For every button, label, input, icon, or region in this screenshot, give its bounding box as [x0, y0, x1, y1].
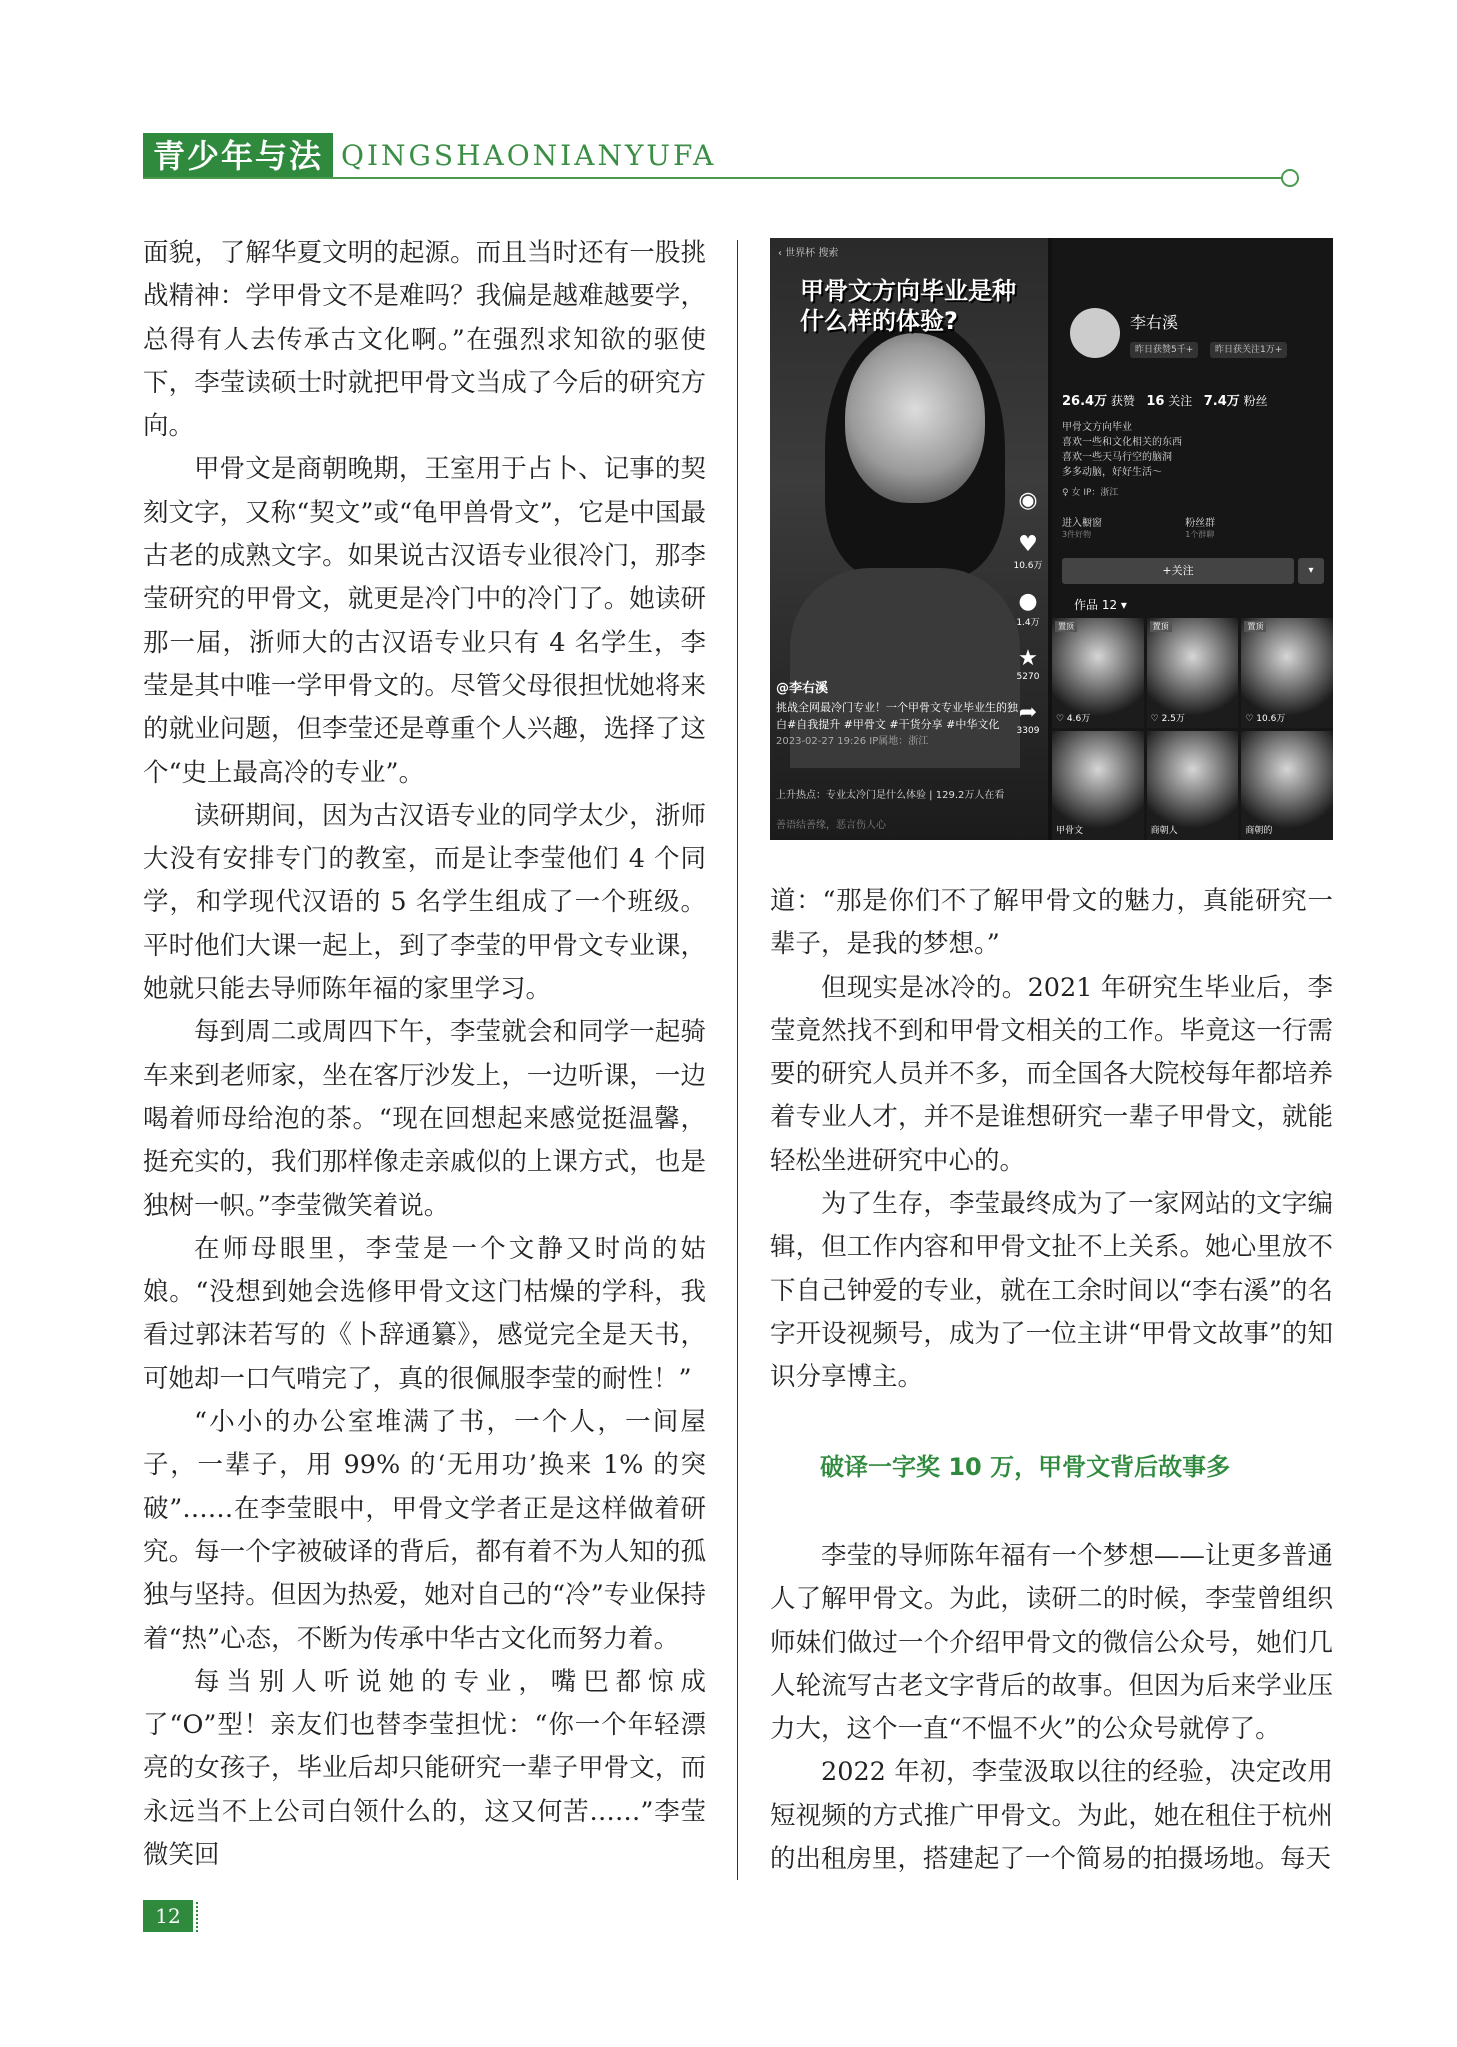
video-topbar: ‹ 世界杯 搜索 [778, 248, 839, 259]
video-title: 甲骨文方向毕业是种什么样的体验? [800, 277, 1016, 335]
video-date: 2023-02-27 19:26 IP属地：浙江 [776, 736, 929, 747]
video-author: @李右溪 [776, 681, 829, 696]
profile-name: 李右溪 [1130, 313, 1179, 332]
work-thumbnail: 商朝的 [1241, 731, 1333, 841]
heart-icon: ♥ [1018, 532, 1038, 557]
video-hot-topic: 上升热点：专业太冷门是什么体验 | 129.2万人在看 [776, 790, 1005, 801]
profile-bio: 甲骨文方向毕业 喜欢一些和文化相关的东西 喜欢一些天马行空的脑洞 多多动脑，好好生活～ [1062, 422, 1182, 478]
avatar-icon: ◉ [1018, 488, 1038, 513]
magazine-title: 青少年与法 [143, 133, 333, 179]
profile-location: ♀ 女 IP：浙江 [1062, 488, 1119, 498]
works-label: 作品 12 ▾ [1074, 598, 1127, 612]
magazine-roman-title: QINGSHAONIANYUFA [341, 139, 717, 172]
shop-window-entry: 进入橱窗 3件好物 [1062, 518, 1102, 539]
header-rule [143, 177, 1283, 179]
page-number-dots [196, 1902, 200, 1932]
screenshot-figure [770, 238, 1333, 840]
star-icon: ★ [1018, 646, 1038, 671]
following-count: 16 [1146, 394, 1165, 409]
comment-icon: ● [1018, 589, 1038, 614]
shares-count: 3309 [1016, 726, 1040, 736]
paragraph: “小小的办公室堆满了书，一个人，一间屋子，一辈子，用 99% 的‘无用功’换来 1% 的突破”……在李莹眼中，甲骨文学者正是这样做着研究。每一个字被破译的背后，都有着不为人知的孤独与坚持。但因为热爱，她对自己的“冷”专业保持着“热”心态，不断为传承中华古文化而努力着。 [143, 1407, 706, 1654]
paragraph: 甲骨文是商朝晚期，王室用于占卜、记事的契刻文字，又称“契文”或“龟甲兽骨文”，它是中国最古老的成熟文字。如果说古汉语专业很冷门，那李莹研究的甲骨文，就更是冷门中的冷门了。她读研那一届，浙师大的古汉语专业只有 4 名学生，李莹是其中唯一学甲骨文的。尽管父母很担忧她将来的就业问题，但李莹还是尊重个人兴趣，选择了这个“史上最高冷的专业”。 [143, 454, 706, 788]
likes-count: 10.6万 [1013, 561, 1043, 571]
section-heading: 破译一字奖 10 万，甲骨文背后故事多 [820, 1453, 1231, 1481]
paragraph: 但现实是冰冷的。2021 年研究生毕业后，李莹竟然找不到和甲骨文相关的工作。毕竟这一行需要的研究人员并不多，而全国各大院校每年都培养着专业人才，并不是谁想研究一辈子甲骨文，就能轻松坐进研究中心的。 [770, 972, 1333, 1176]
right-column-bottom [770, 1535, 1333, 1881]
work-thumbnail: 商朝人 [1147, 731, 1239, 841]
profile-tag: 昨日获赞5千+ [1130, 342, 1198, 358]
fans-count: 7.4万 [1203, 394, 1240, 409]
work-thumbnail: 置顶 ♡ 2.5万 [1147, 618, 1239, 728]
profile-entries [1062, 514, 1322, 540]
paragraph: 每当别人听说她的专业，嘴巴都惊成了“O”型！亲友们也替李莹担忧：“你一个年轻漂亮的女孩子，毕业后却只能研究一辈子甲骨文，而永远当不上公司白领什么的，这又何苦……”李莹微笑回 [143, 1666, 706, 1870]
work-thumbnail: 甲骨文 [1052, 731, 1144, 841]
paragraph: 道：“那是你们不了解甲骨文的魅力，真能研究一辈子，是我的梦想。” [770, 886, 1333, 960]
magazine-header [143, 133, 1323, 183]
video-caption [776, 680, 1021, 750]
profile-stats [1062, 390, 1268, 409]
work-thumbnail: 置顶 ♡ 4.6万 [1052, 618, 1144, 728]
left-column [143, 232, 706, 1877]
work-thumbnail: 置顶 ♡ 10.6万 [1241, 618, 1333, 728]
profile-panel [1052, 238, 1333, 840]
paragraph: 李莹的导师陈年福有一个梦想——让更多普通人了解甲骨文。为此，读研二的时候，李莹曾组织师妹们做过一个介绍甲骨文的微信公众号，她们几人轮流写古老文字背后的故事。但因为后来学业压力大，这个一直“不愠不火”的公众号就停了。 [770, 1541, 1333, 1745]
likes-label: 获赞 [1110, 394, 1135, 408]
fans-label: 粉丝 [1243, 394, 1268, 408]
portrait-face [845, 333, 985, 503]
paragraph: 面貌，了解华夏文明的起源。而且当时还有一股挑战精神：学甲骨文不是难吗？我偏是越难越要学，总得有人去传承古文化啊。”在强烈求知欲的驱使下，李莹读硕士时就把甲骨文当成了今后的研究方向。 [143, 238, 706, 442]
favorites-count: 5270 [1016, 672, 1040, 682]
paragraph: 每到周二或周四下午，李莹就会和同学一起骑车来到老师家，坐在客厅沙发上，一边听课，一边喝着师母给泡的茶。“现在回想起来感觉挺温馨，挺充实的，我们那样像走亲戚似的上课方式，也是独树一帜。”李莹微笑着说。 [143, 1017, 706, 1221]
comments-count: 1.4万 [1016, 618, 1040, 628]
share-icon: ➦ [1018, 700, 1038, 725]
profile-avatar [1070, 308, 1120, 358]
page-number: 12 [143, 1900, 193, 1932]
chevron-down-icon: ▾ [1298, 558, 1324, 584]
video-caption-text: 挑战全网最冷门专业！一个甲骨文专业毕业生的独白#自我提升 #甲骨文 #干货分享 #中华文化 [776, 701, 1018, 731]
video-panel [770, 238, 1048, 840]
video-comment-input: 善语结善缘，恶言伤人心 [776, 820, 886, 831]
header-rule-circle [1281, 169, 1299, 187]
paragraph: 为了生存，李莹最终成为了一家网站的文字编辑，但工作内容和甲骨文扯不上关系。她心里放不下自己钟爱的专业，就在工余时间以“李右溪”的名字开设视频号，成为了一位主讲“甲骨文故事”的知识分享博主。 [770, 1189, 1333, 1393]
paragraph: 2022 年初，李莹汲取以往的经验，决定改用短视频的方式推广甲骨文。为此，她在租住于杭州的出租房里，搭建起了一个简易的拍摄场地。每天 [770, 1757, 1333, 1875]
column-divider [737, 240, 738, 1880]
profile-tag: 昨日获关注1万+ [1210, 342, 1287, 358]
likes-count: 26.4万 [1062, 394, 1108, 409]
right-column-top [770, 880, 1333, 1400]
fans-group-entry: 粉丝群 1个群聊 [1185, 518, 1216, 539]
follow-button: +关注 [1062, 558, 1294, 584]
paragraph: 在师母眼里，李莹是一个文静又时尚的姑娘。“没想到她会选修甲骨文这门枯燥的学科，我看过郭沫若写的《卜辞通纂》，感觉完全是天书，可她却一口气啃完了，真的很佩服李莹的耐性！” [143, 1233, 706, 1394]
paragraph: 读研期间，因为古汉语专业的同学太少，浙师大没有安排专门的教室，而是让李莹他们 4 个同学，和学现代汉语的 5 名学生组成了一个班级。平时他们大课一起上，到了李莹的甲骨文专业课，她就只能去导师陈年福的家里学习。 [143, 800, 706, 1005]
following-label: 关注 [1168, 394, 1193, 408]
works-grid [1052, 618, 1333, 840]
